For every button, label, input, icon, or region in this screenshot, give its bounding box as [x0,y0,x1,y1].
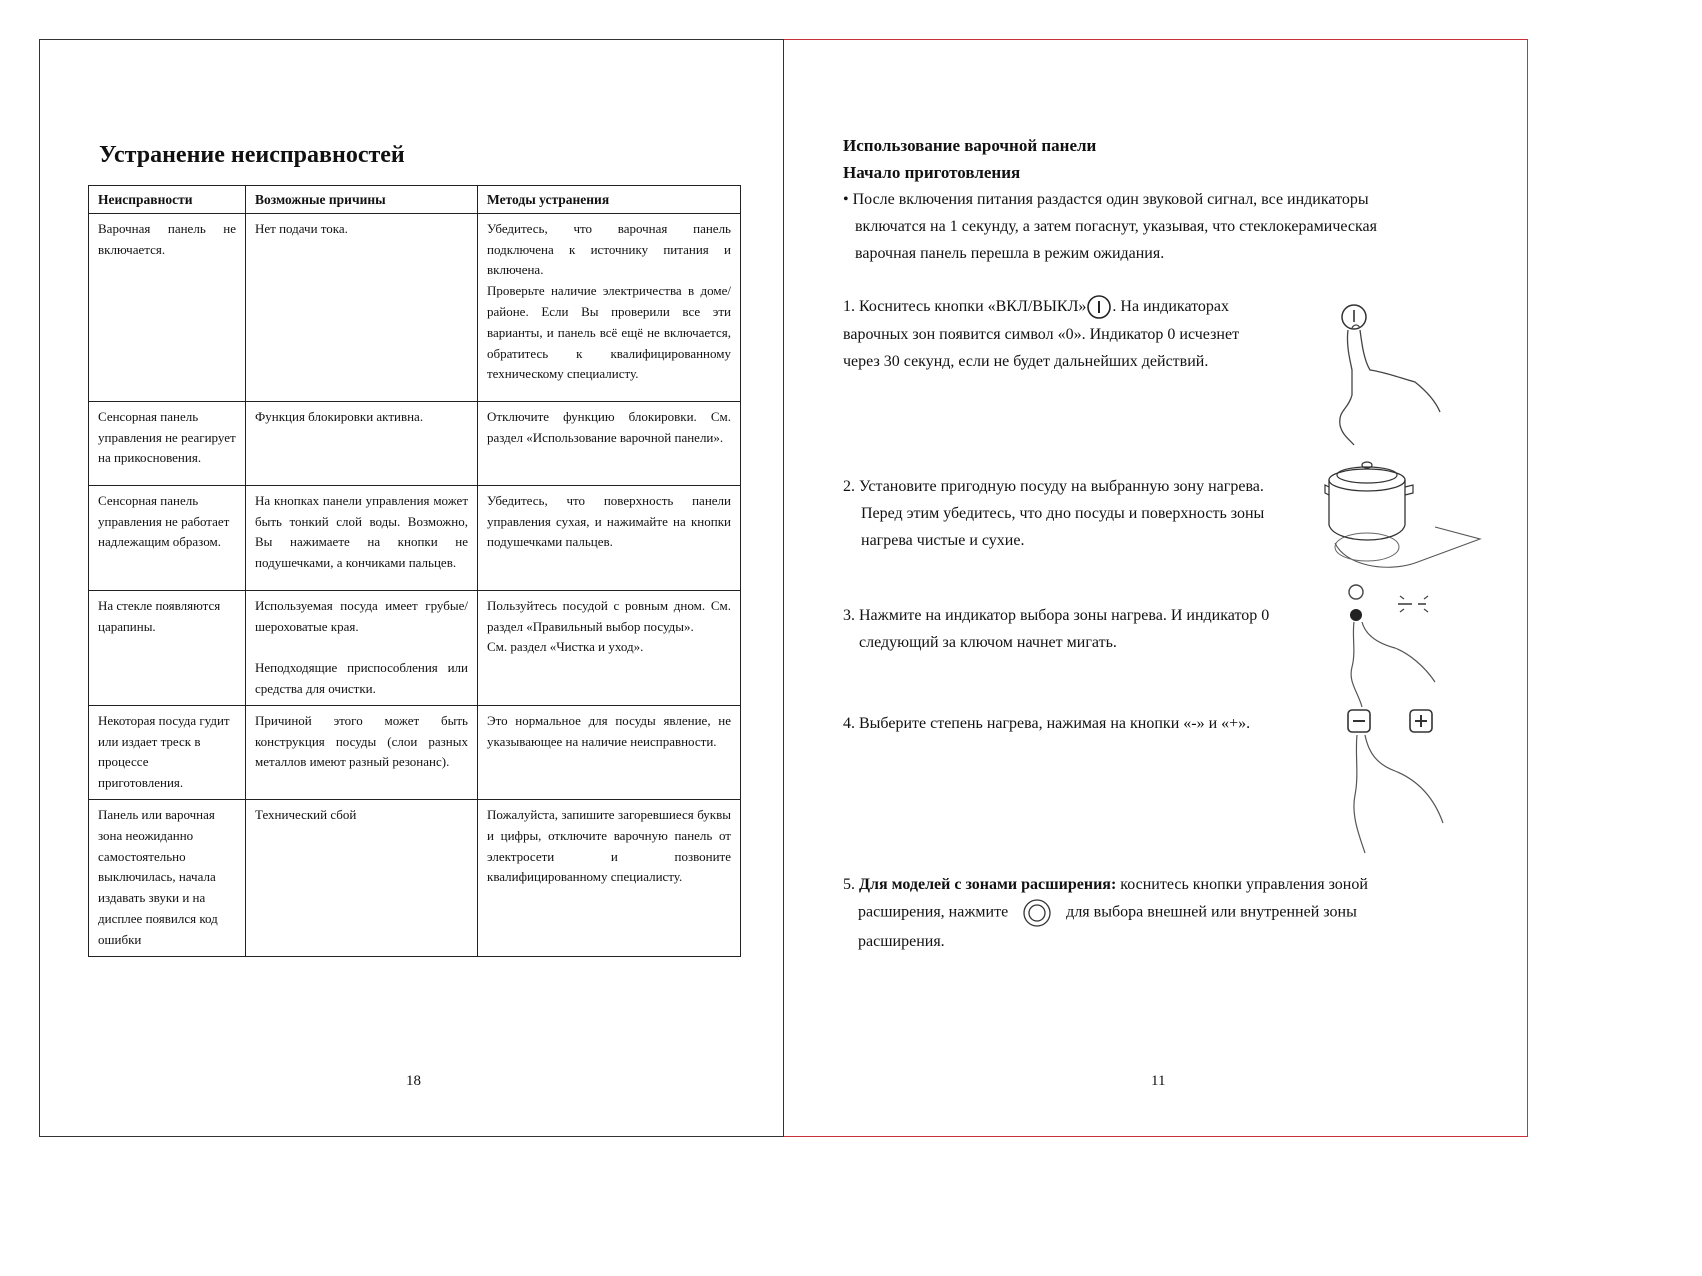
remedy-cell [478,799,741,956]
step-5-line [843,871,1368,898]
fault-cell: Сенсорная панель управления не реагирует на прикосновения. [89,401,246,485]
troubleshooting-table [88,185,741,957]
step-5-number: 5. [843,876,859,893]
section-heading: Использование варочной панели [843,136,1097,155]
step-2-text: 2. Установите пригодную посуду на выбранную зону нагрева. [843,478,1264,495]
remedy-text: Убедитесь, что поверхность панели управления сухая, и нажимайте на кнопки подушечками пальцев. [487,492,731,550]
remedy-text: Отключите функцию блокировки. См. раздел «Использование варочной панели». [487,408,731,445]
remedy-text: Пожалуйста, запишите загоревшиеся буквы и цифры, отключите варочную панель от электросети и позвоните квалифицированному специалисту. [487,806,731,885]
table-row [89,485,741,590]
cause-cell [246,485,478,590]
column-header: Возможные причины [246,186,478,214]
cause-cell [246,590,478,705]
cause-cell [246,705,478,799]
bullet-text: варочная панель перешла в режим ожидания. [855,245,1165,262]
step-4-text: 4. Выберите степень нагрева, нажимая на кнопки «-» и «+». [843,715,1251,732]
column-header: Методы устранения [478,186,741,214]
remedy-cell [478,401,741,485]
remedy-cell [478,213,741,401]
cause-text: На кнопках панели управления может быть тонкий слой воды. Возможно, Вы нажимаете на кнопки не подушечками, а кончиками пальцев. [255,492,468,571]
page-number-right: 11 [1151,1073,1166,1089]
step-1-text: . На индикаторах [1112,298,1230,315]
page-title: Устранение неисправностей [99,142,405,168]
step-2-text: Перед этим убедитесь, что дно посуды и поверхность зоны [861,505,1265,522]
remedy-text: Проверьте наличие электричества в доме/районе. Если Вы проверили все эти варианты, и панель всё ещё не включается, обратитесь к квалифицированному техническому специалисту. [487,283,731,382]
subsection-heading: Начало приготовления [843,163,1021,182]
finger-press-power-icon [1330,300,1450,450]
step-5-bold-text: Для моделей с зонами расширения: [859,876,1117,893]
page-number-left: 18 [406,1073,421,1089]
cause-text: Технический сбой [255,806,357,822]
remedy-cell [478,590,741,705]
step-5-text: для выбора внешней или внутренней зоны [1066,903,1357,921]
page-divider [783,39,784,1137]
bullet-text: После включения питания раздастся один звуковой сигнал, все индикаторы [852,191,1369,208]
cause-cell [246,213,478,401]
table-row [89,590,741,705]
cause-cell [246,799,478,956]
remedy-text: Это нормальное для посуды явление, не указывающее на наличие неисправности. [487,712,731,749]
step-5-text: расширения, нажмите [858,903,1009,921]
step-3-text: следующий за ключом начнет мигать. [859,634,1117,651]
dual-zone-icon [1022,898,1052,928]
zone-indicator-icon [1340,582,1450,712]
fault-cell: На стекле появляются царапины. [89,590,246,705]
minus-plus-buttons-icon [1345,705,1455,855]
cause-cell [246,401,478,485]
table-row [89,705,741,799]
cause-text: Используемая посуда имеет грубые/шероховатые края. [255,597,468,634]
bullet-text: включатся на 1 секунду, а затем погаснут, указывая, что стеклокерамическая [855,218,1377,235]
step-1-text: варочных зон появится символ «0». Индикатор 0 исчезнет [843,326,1240,343]
step-1-line [843,293,1229,320]
fault-cell: Некоторая посуда гудит или издает треск в процессе приготовления. [89,705,246,799]
step-3-text: 3. Нажмите на индикатор выбора зоны нагрева. И индикатор 0 [843,607,1270,624]
bullet-symbol: • [843,191,849,208]
step-5-text: расширения. [858,933,945,950]
table-row [89,799,741,956]
fault-cell: Варочная панель не включается. [89,213,246,401]
cause-text: Неподходящие приспособления или средства для очистки. [255,660,468,696]
table-row [89,213,741,401]
step-1-text: 1. Коснитесь кнопки «ВКЛ/ВЫКЛ» [843,298,1087,315]
table-header-row [89,186,741,214]
bullet-line [843,186,1369,213]
fault-cell: Панель или варочная зона неожиданно самостоятельно выключилась, начала издавать звуки и на дисплее появился код ошибки [89,799,246,956]
table-row [89,401,741,485]
step-2-text: нагрева чистые и сухие. [861,532,1025,549]
remedy-cell [478,485,741,590]
pot-on-cooktop-icon [1325,455,1485,575]
cause-text: Функция блокировки активна. [255,408,424,424]
remedy-text: Убедитесь, что варочная панель подключена к источнику питания и включена. [487,220,731,278]
column-header: Неисправности [89,186,246,214]
cause-text: Причиной этого может быть конструкция посуды (слои разных металлов имеют разный резонанс). [255,712,468,770]
step-5-line2 [858,898,1357,928]
remedy-text: См. раздел «Чистка и уход». [487,639,644,655]
fault-cell: Сенсорная панель управления не работает надлежащим образом. [89,485,246,590]
remedy-text: Пользуйтесь посудой с ровным дном. См. раздел «Правильный выбор посуды». [487,597,731,634]
remedy-cell [478,705,741,799]
minus-button-icon [1348,710,1370,732]
step-1-text: через 30 секунд, если не будет дальнейших действий. [843,353,1209,370]
plus-button-icon [1410,710,1432,732]
cause-text: Нет подачи тока. [255,220,348,236]
step-5-text: коснитесь кнопки управления зоной [1116,876,1368,893]
power-icon [1086,294,1112,320]
